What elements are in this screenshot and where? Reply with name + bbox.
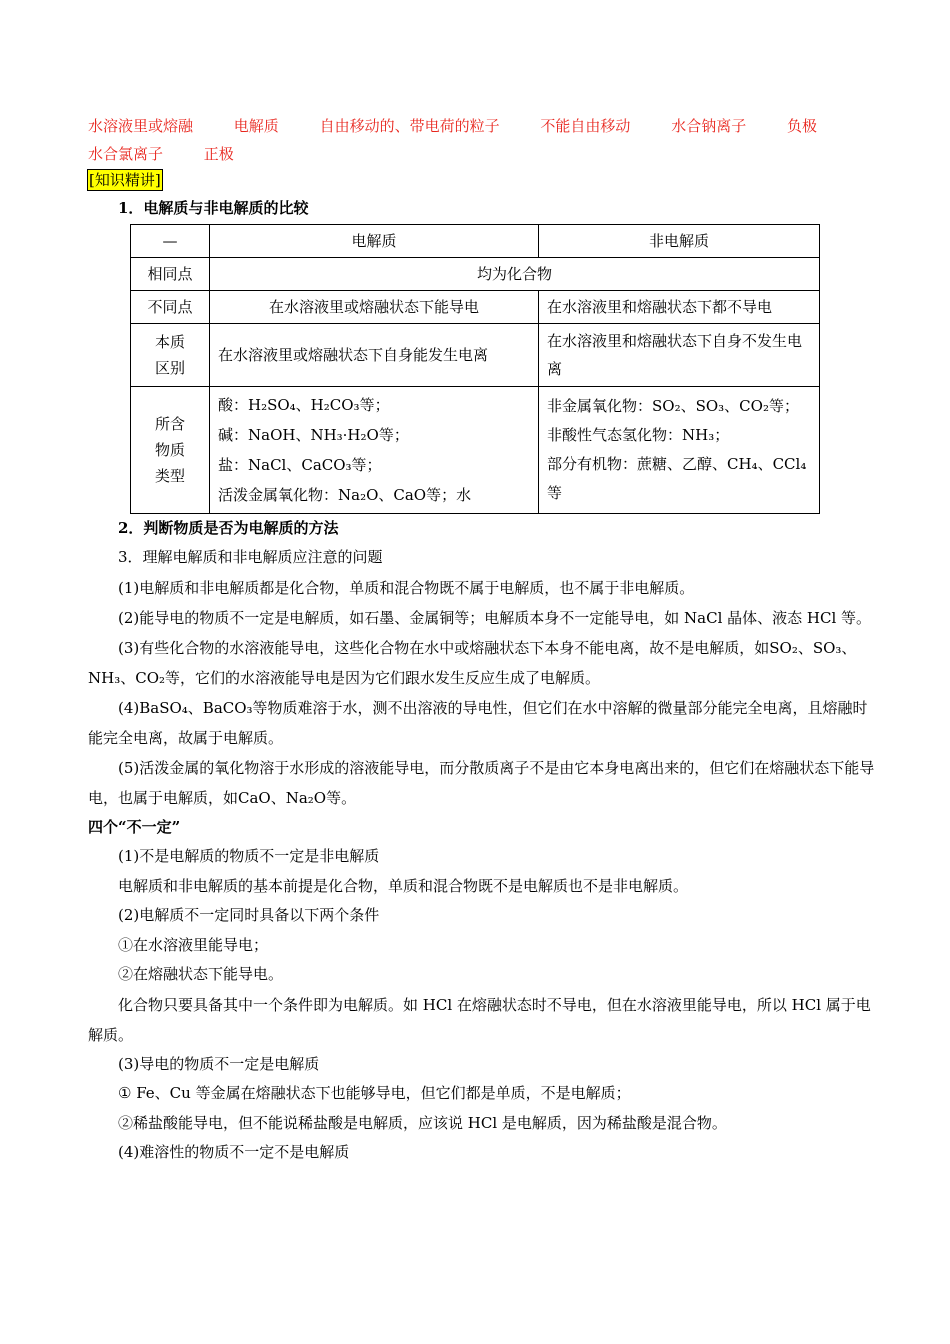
table-row	[131, 224, 820, 257]
table-cell	[210, 386, 539, 513]
cell-line: 本质	[154, 332, 185, 351]
cell-line: 非酸性气态氢化物：NH₃；	[547, 425, 730, 444]
answer-item: 水合氯离子	[88, 145, 164, 163]
heading-method: 2．判断物质是否为电解质的方法	[118, 518, 339, 537]
paragraph: 化合物只要具备其中一个条件即为电解质。如 HCl 在熔融状态时不导电，但在水溶液里能导电，所以 HCl 属于电解质。	[88, 995, 871, 1044]
table-cell: 在水溶液里和熔融状态下都不导电	[539, 290, 820, 323]
paragraph: (2)电解质不一定同时具备以下两个条件	[118, 906, 380, 924]
table-header-cell: —	[131, 224, 210, 257]
answer-item: 电解质	[233, 117, 279, 135]
paragraph: (4)难溶性的物质不一定不是电解质	[118, 1143, 350, 1161]
cell-line: 碱：NaOH、NH₃·H₂O等；	[218, 425, 409, 444]
table-row	[131, 257, 820, 290]
table-cell	[131, 386, 210, 513]
paragraph: ②在熔融状态下能导电。	[118, 965, 284, 983]
cell-line: 非金属氧化物：SO₂、SO₃、CO₂等；	[547, 396, 799, 415]
cell-line: 物质	[154, 440, 185, 459]
table-row	[131, 323, 820, 386]
answer-line-2	[88, 140, 878, 168]
note-paragraph: (3)有些化合物的水溶液能导电，这些化合物在水中或熔融状态下本身不能电离，故不是电解质，如SO₂、SO₃、NH₃、CO₂等，它们的水溶液能导电是因为它们跟水发生反应生成了电解质。	[88, 638, 857, 687]
note-paragraph: (1)电解质和非电解质都是化合物，单质和混合物既不属于电解质，也不属于非电解质。	[118, 578, 695, 597]
table-cell	[131, 323, 210, 386]
cell-line: 部分有机物：蔗糖、乙醇、CH₄、CCl₄等	[547, 454, 807, 502]
heading-four-notes: 四个“不一定”	[88, 817, 181, 836]
table-cell	[539, 386, 820, 513]
table-cell: 在水溶液里或熔融状态下能导电	[210, 290, 539, 323]
paragraph: ① Fe、Cu 等金属在熔融状态下也能够导电，但它们都是单质，不是电解质；	[118, 1084, 631, 1102]
paragraph: ②稀盐酸能导电，但不能说稀盐酸是电解质，应该说 HCl 是电解质，因为稀盐酸是混合物。	[118, 1113, 727, 1132]
document-page	[88, 112, 878, 1168]
section-tag: [知识精讲]	[89, 171, 161, 189]
cell-line: 酸：H₂SO₄、H₂CO₃等；	[218, 395, 390, 414]
table-row	[131, 386, 820, 513]
table-cell: 相同点	[131, 257, 210, 290]
answer-item: 水溶液里或熔融	[88, 117, 194, 135]
cell-line: 区别	[154, 358, 185, 377]
answer-item: 负极	[786, 117, 817, 135]
table-row	[131, 290, 820, 323]
cell-line: 所含	[154, 414, 185, 433]
answer-line-1	[88, 112, 878, 140]
comparison-table	[130, 224, 820, 514]
cell-line: 活泼金属氧化物：Na₂O、CaO等；水	[218, 485, 472, 504]
table-cell: 在水溶液里和熔融状态下自身不发生电离	[539, 323, 820, 386]
paragraph: (1)不是电解质的物质不一定是非电解质	[118, 847, 380, 865]
heading-comparison: 1．电解质与非电解质的比较	[118, 199, 309, 217]
heading-notes: 3．理解电解质和非电解质应注意的问题	[118, 548, 383, 566]
answer-item: 不能自由移动	[540, 117, 631, 135]
table-header-cell: 非电解质	[539, 224, 820, 257]
table-cell: 不同点	[131, 290, 210, 323]
cell-line: 盐：NaCl、CaCO₃等；	[218, 455, 382, 474]
cell-line: 类型	[154, 466, 185, 485]
answer-item: 正极	[203, 145, 234, 163]
paragraph: (3)导电的物质不一定是电解质	[118, 1054, 320, 1073]
answer-item: 自由移动的、带电荷的粒子	[319, 117, 500, 135]
answer-item: 水合钠离子	[671, 117, 747, 135]
paragraph: 电解质和非电解质的基本前提是化合物，单质和混合物既不是电解质也不是非电解质。	[118, 876, 689, 895]
note-paragraph: (4)BaSO₄、BaCO₃等物质难溶于水，测不出溶液的导电性，但它们在水中溶解的微量部分能完全电离，且熔融时能完全电离，故属于电解质。	[88, 698, 868, 747]
note-paragraph: (5)活泼金属的氧化物溶于水形成的溶液能导电，而分散质离子不是由它本身电离出来的，但它们在熔融状态下能导电，也属于电解质，如CaO、Na₂O等。	[88, 758, 875, 807]
table-cell: 均为化合物	[210, 257, 820, 290]
paragraph: ①在水溶液里能导电；	[118, 935, 269, 954]
table-cell: 在水溶液里或熔融状态下自身能发生电离	[210, 323, 539, 386]
note-paragraph: (2)能导电的物质不一定是电解质，如石墨、金属铜等；电解质本身不一定能导电，如 NaCl 晶体、液态 HCl 等。	[118, 608, 872, 627]
table-header-cell: 电解质	[210, 224, 539, 257]
